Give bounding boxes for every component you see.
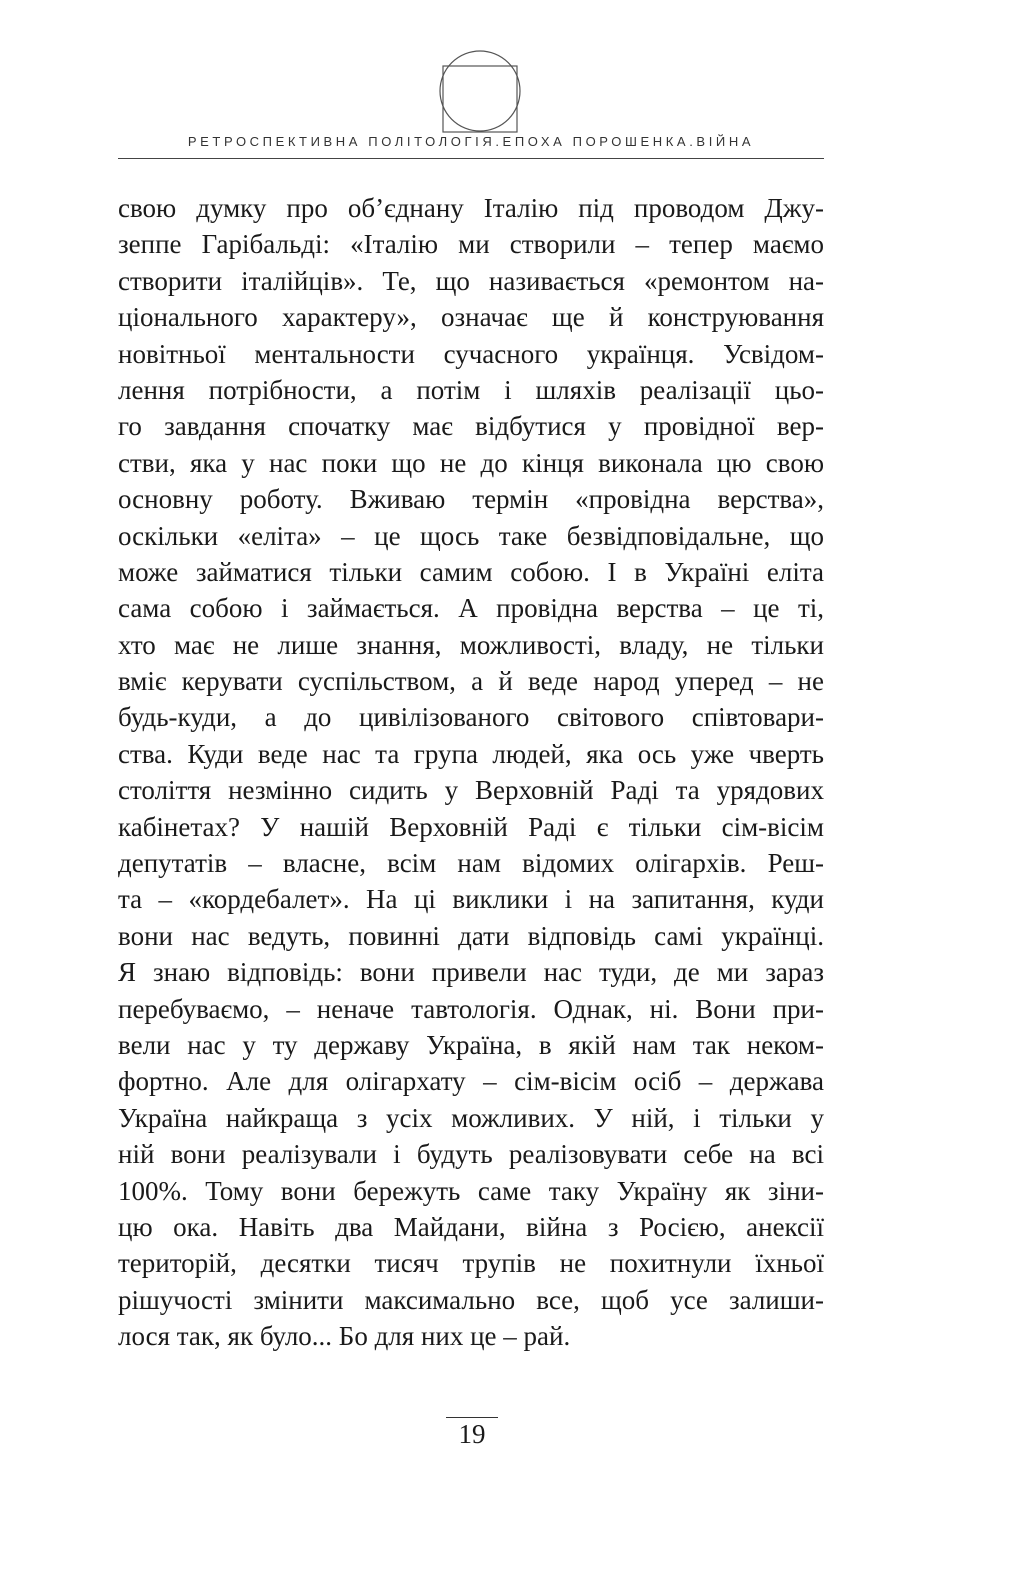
text-line: вміє керувати суспільством, а й веде народ уперед – не — [118, 666, 824, 697]
text-line: лення потрібности, а потім і шляхів реалізації цьо- — [118, 374, 824, 405]
text-line: кабінетах? У нашій Верховній Раді є тільки сім-вісім — [118, 811, 824, 842]
text-line: стви, яка у нас поки що не до кінця виконала цю свою — [118, 447, 824, 478]
text-line: 100%. Тому вони бережуть саме таку Україну як зіни- — [118, 1175, 824, 1206]
text-line: перебуваємо, – неначе тавтологія. Однак, ні. Вони при- — [118, 993, 824, 1024]
text-line: та – «кордебалет». На ці виклики і на запитання, куди — [118, 884, 824, 915]
text-line: ціонального характеру», означає ще й конструювання — [118, 302, 824, 333]
text-line: сама собою і займається. А провідна верства – це ті, — [118, 593, 824, 624]
text-line: може займатися тільки самим собою. І в Україні еліта — [118, 556, 824, 587]
text-line: Україна найкраща з усіх можливих. У ній, і тільки у — [118, 1102, 824, 1133]
running-head-title: РЕТРОСПЕКТИВНА ПОЛІТОЛОГІЯ.ЕПОХА ПОРОШЕНКА.ВІЙНА — [187, 134, 755, 149]
text-line: будь-куди, а до цивілізованого світового співтовари- — [118, 702, 824, 733]
text-line: основну роботу. Вживаю термін «провідна верства», — [118, 484, 824, 515]
text-line: оскільки «еліта» – це щось таке безвідповідальне, що — [118, 520, 824, 551]
text-line: го завдання спочатку має відбутися у провідної вер- — [118, 411, 824, 442]
text-line: рішучості змінити максимально все, щоб усе залиши- — [118, 1284, 824, 1315]
text-line: новітньої ментальности сучасного українця. Усвідом- — [118, 338, 824, 369]
text-line: територій, десятки тисяч трупів не похитнули їхньої — [118, 1248, 824, 1279]
text-line: створити італійців». Те, що називається «ремонтом на- — [118, 265, 824, 296]
text-line: цю ока. Навіть два Майдани, війна з Росією, анексії — [118, 1211, 824, 1242]
text-line: століття незмінно сидить у Верховній Раді та урядових — [118, 775, 824, 806]
text-line: Я знаю відповідь: вони привели нас туди, де ми зараз — [118, 957, 824, 988]
page-number: 19 — [446, 1417, 498, 1450]
text-line: фортно. Але для олігархату – сім-вісім осіб – держава — [118, 1066, 824, 1097]
circle-square-emblem-icon — [437, 48, 523, 134]
text-line: свою думку про об’єднану Італію під проводом Джу- — [118, 193, 824, 223]
text-line: ства. Куди веде нас та група людей, яка ось уже чверть — [118, 738, 824, 769]
text-line: депутатів – власне, всім нам відомих олігархів. Реш- — [118, 848, 824, 879]
body-text — [118, 190, 824, 1355]
header-rule — [118, 158, 824, 159]
text-line: зеппе Гарібальді: «Італію ми створили – тепер маємо — [118, 229, 824, 260]
text-line: вони нас ведуть, повинні дати відповідь самі українці. — [118, 920, 824, 951]
text-line: ній вони реалізували і будуть реалізовувати себе на всі — [118, 1139, 824, 1170]
text-line: вели нас у ту державу Україна, в якій нам так неком- — [118, 1029, 824, 1060]
text-line: лося так, як було... Бо для них це – рай. — [118, 1321, 571, 1352]
text-line: хто має не лише знання, можливості, владу, не тільки — [118, 629, 824, 660]
